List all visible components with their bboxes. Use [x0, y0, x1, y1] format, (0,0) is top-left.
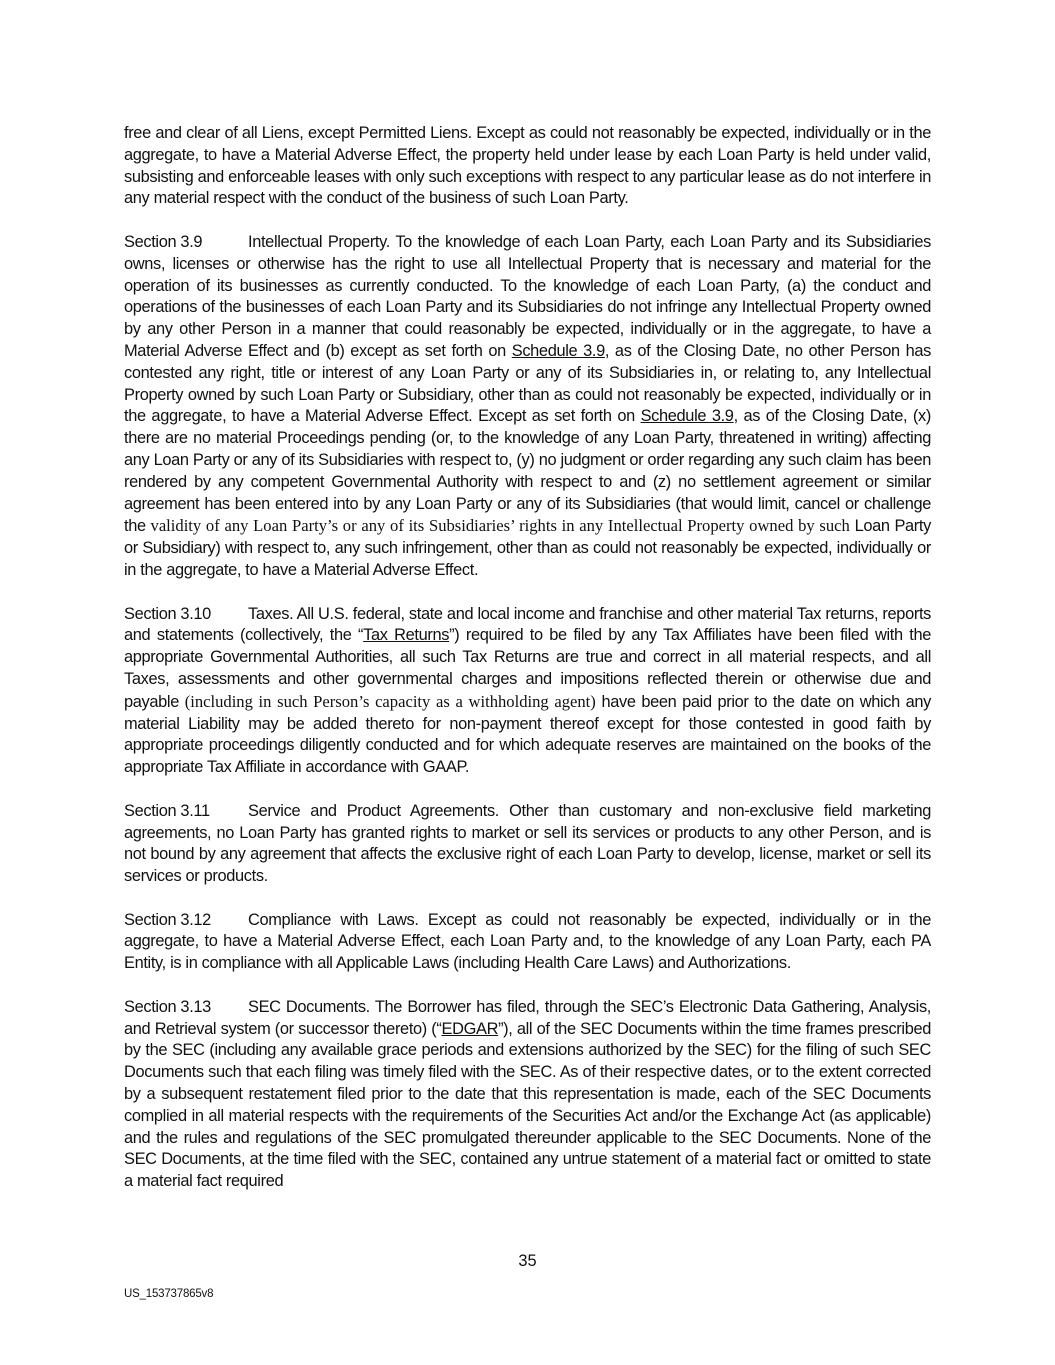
tax-returns-term[interactable]: Tax Returns	[363, 626, 450, 645]
section-3-13	[124, 997, 931, 1193]
section-text: Other than customary and non-exclusive field marketing agreements, no Loan Party has granted rights to market or sell its services or products to any other Person, and is not bound by any agreement that affects the exclusive right of each Loan Party to develop, license, market or sell its services or products.	[124, 801, 931, 886]
section-title: Service and Product Agreements.	[248, 801, 500, 820]
section-text-serif: validity of any Loan Party’s or any of its Subsidiaries’ rights in any Intellectual Property owned by such	[150, 516, 850, 536]
section-text: Except as could not reasonably be expected, individually or in the aggregate, to have a Material Adverse Effect, each Loan Party and, to the knowledge of any Loan Party, each PA Entity, is in compliance with all Applicable Laws (including Health Care Laws) and Authorizations.	[124, 910, 931, 973]
section-text: ”) required to be filed by any Tax Affiliates have been filed with the appropriate Governmental Authorities, all such Tax Returns are true and correct in all material respects, and all Taxes, assessments and other governmental charges and impositions reflected therein or otherwise due and payable	[124, 626, 931, 711]
section-title: Taxes.	[248, 604, 294, 623]
section-title: Compliance with Laws.	[248, 910, 419, 929]
section-3-9	[124, 232, 931, 582]
section-3-10	[124, 604, 931, 779]
section-text: ”), all of the SEC Documents within the time frames prescribed by the SEC (including any available grace periods and extensions authorized by the SEC) for the filing of such SEC Documents such that each filing was timely filed with the SEC. As of their respective dates, or to the extent corrected by a subsequent restatement filed prior to the date that this representation is made, each of the SEC Documents complied in all material respects with the requirements of the Securities Act and/or the Exchange Act (as applicable) and the rules and regulations of the SEC promulgated thereunder applicable to the SEC Documents. None of the SEC Documents, at the time filed with the SEC, contained any untrue statement of a material fact or omitted to state a material fact required	[124, 1019, 931, 1191]
schedule-3-9-link[interactable]: Schedule 3.9	[640, 407, 734, 426]
section-title: Intellectual Property.	[248, 232, 390, 251]
document-id: US_153737865v8	[124, 1288, 214, 1300]
section-number: Section 3.11	[124, 801, 210, 820]
section-number: Section 3.10	[124, 604, 211, 623]
section-text: , as of the Closing Date, no other Person has contested any right, title or interest of any Loan Party or any of its Subsidiaries in, or relating to, any Intellectual Property owned by such Loan Party or Subsidiary, other than as could not reasonably be expected, individually or in the aggregate, to have a Material Adverse Effect. Except as set forth on	[124, 341, 932, 426]
section-title: SEC Documents.	[248, 997, 370, 1016]
schedule-3-9-link[interactable]: Schedule 3.9	[511, 341, 605, 360]
document-body	[124, 123, 931, 1215]
section-text: The Borrower has filed, through the SEC’s Electronic Data Gathering, Analysis, and Retrieval system (or successor thereto) (“	[124, 997, 932, 1038]
section-text: Loan Party or Subsidiary) with respect to, any such infringement, other than as could not reasonably be expected, individually or in the aggregate, to have a Material Adverse Effect.	[124, 517, 931, 579]
section-text-serif: (including in such Person’s capacity as a withholding agent)	[184, 691, 596, 711]
section-number: Section 3.13	[124, 997, 211, 1016]
section-text: To the knowledge of each Loan Party, each Loan Party and its Subsidiaries owns, licenses or otherwise has the right to use all Intellectual Property that is necessary and material for the operation of its businesses as currently conducted. To the knowledge of each Loan Party, (a) the conduct and operations of the businesses of each Loan Party and its Subsidiaries do not infringe any Intellectual Property owned by any other Person in a manner that could reasonably be expected, individually or in the aggregate, to have a Material Adverse Effect and (b) except as set forth on	[124, 232, 931, 360]
section-number: Section 3.9	[124, 232, 203, 251]
section-3-12	[124, 910, 931, 975]
page-number: 35	[518, 1252, 537, 1270]
edgar-term[interactable]: EDGAR	[441, 1019, 499, 1038]
section-text: , as of the Closing Date, (x) there are no material Proceedings pending (or, to the knowledge of any Loan Party, threatened in writing) affecting any Loan Party or any of its Subsidiaries with respect to, (y) no judgment or order regarding any such claim has been rendered by any competent Governmental Authority with respect to and (z) no settlement agreement or similar agreement has been entered into by any Loan Party or any of its Subsidiaries (that would limit, cancel or challenge the	[124, 407, 931, 536]
section-text: have been paid prior to the date on which any material Liability may be added thereto for non-payment thereof except for those contested in good faith by appropriate proceedings diligently conducted and for which adequate reserves are maintained on the books of the appropriate Tax Affiliate in accordance with GAAP.	[124, 692, 932, 777]
intro-paragraph: free and clear of all Liens, except Permitted Liens. Except as could not reasonably be expected, individually or in the aggregate, to have a Material Adverse Effect, the property held under lease by each Loan Party is held under valid, subsisting and enforceable leases with only such exceptions with respect to any particular lease as do not interfere in any material respect with the conduct of the business of such Loan Party.	[124, 124, 931, 208]
section-text: All U.S. federal, state and local income and franchise and other material Tax returns, reports and statements (collectively, the “	[124, 604, 931, 645]
section-3-11	[124, 801, 931, 888]
section-number: Section 3.12	[124, 910, 211, 929]
